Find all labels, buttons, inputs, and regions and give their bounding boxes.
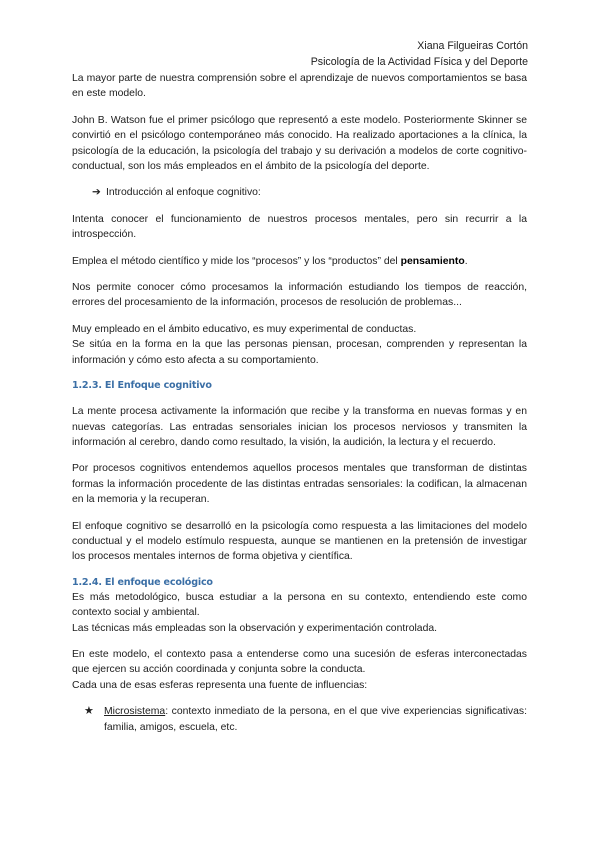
method-end: .: [464, 255, 468, 267]
list-item-microsistema: [84, 704, 527, 735]
method-bold-term: pensamiento: [400, 255, 465, 267]
paragraph-methodological: Es más metodológico, busca estudiar a la persona en su contexto, entendiendo este como contexto social y ambiental.: [72, 591, 527, 619]
method-text: Emplea el método científico y mide los “procesos” y los “productos” del: [72, 255, 401, 267]
star-bullet-icon: ★: [84, 705, 94, 718]
section-heading-cognitive: 1.2.3. El Enfoque cognitivo: [72, 380, 212, 392]
paragraph-educational: Muy empleado en el ámbito educativo, es muy experimental de conductas.: [72, 323, 417, 335]
document-body: [72, 71, 527, 735]
list-item-cognitive-intro: [72, 185, 527, 200]
paragraph-spheres: En este modelo, el contexto pasa a entenderse como una sucesión de esferas interconectadas que ejercen su acción coordinada y conjunta sobre la conducta.: [72, 648, 527, 676]
paragraph-cognitive-processes: Por procesos cognitivos entendemos aquellos procesos mentales que transforman de distintas formas la información procedente de las distintas entradas sensoriales: la codifican, la almacenan en la memoria y la recuperan.: [72, 463, 527, 506]
paragraph-reaction-times: Nos permite conocer cómo procesamos la información estudiando los tiempos de reacción, errores del procesamiento de la información, procesos de resolución de problemas...: [72, 282, 527, 309]
microsistema-term: Microsistema: [104, 706, 166, 718]
paragraph-introspection: Intenta conocer el funcionamiento de nuestros procesos mentales, pero sin recurrir a la introspección.: [72, 213, 527, 241]
page-header: [311, 38, 528, 70]
microsistema-description: : contexto inmediato de la persona, en el que vive experiencias significativas: familia, amigos, escuela, etc.: [104, 706, 527, 733]
header-author: Xiana Filgueiras Cortón: [417, 40, 528, 52]
paragraph-influences: Cada una de esas esferas representa una fuente de influencias:: [72, 679, 368, 691]
paragraph-cognitive-origin: El enfoque cognitivo se desarrolló en la psicología como respuesta a las limitaciones del modelo conductual y el modelo estímulo respuesta, aunque se mantienen en la pretensión de investigar los procesos mentales internos de forma objetiva y científica.: [72, 520, 527, 563]
paragraph-intro: La mayor parte de nuestra comprensión sobre el aprendizaje de nuevos comportamientos se basa en este modelo.: [72, 73, 527, 100]
list-item-label: Introducción al enfoque cognitivo:: [106, 187, 261, 199]
paragraph-representation: Se sitúa en la forma en la que las personas piensan, procesan, comprenden y representan la información y cómo esto afecta a su comportamiento.: [72, 339, 527, 366]
paragraph-mind-process: La mente procesa activamente la información que recibe y la transforma en nuevas formas y en nuevas categorías. Las entradas sensoriales inician los procesos nerviosos y transmiten la información al cerebro, dando como resultado, la visión, la audición, la lectura y el recuerdo.: [72, 406, 527, 448]
section-heading-ecological: 1.2.4. El enfoque ecológico: [72, 576, 213, 588]
paragraph-method: [72, 254, 527, 269]
header-subject: Psicología de la Actividad Física y del Deporte: [310, 56, 528, 68]
paragraph-techniques: Las técnicas más empleadas son la observación y experimentación controlada.: [72, 622, 438, 634]
paragraph-watson: John B. Watson fue el primer psicólogo que representó a este modelo. Posteriormente Skinner se convirtió en el psicólogo contemporáneo más conocido. Ha realizado aportaciones a la clínica, la psicología de la educación, la psicología del trabajo y su derivación a modelos de corte cognitivo-conductual, son los más empleados en el ámbito de la psicología del deporte.: [72, 114, 527, 173]
arrow-icon: ➔: [92, 187, 101, 199]
